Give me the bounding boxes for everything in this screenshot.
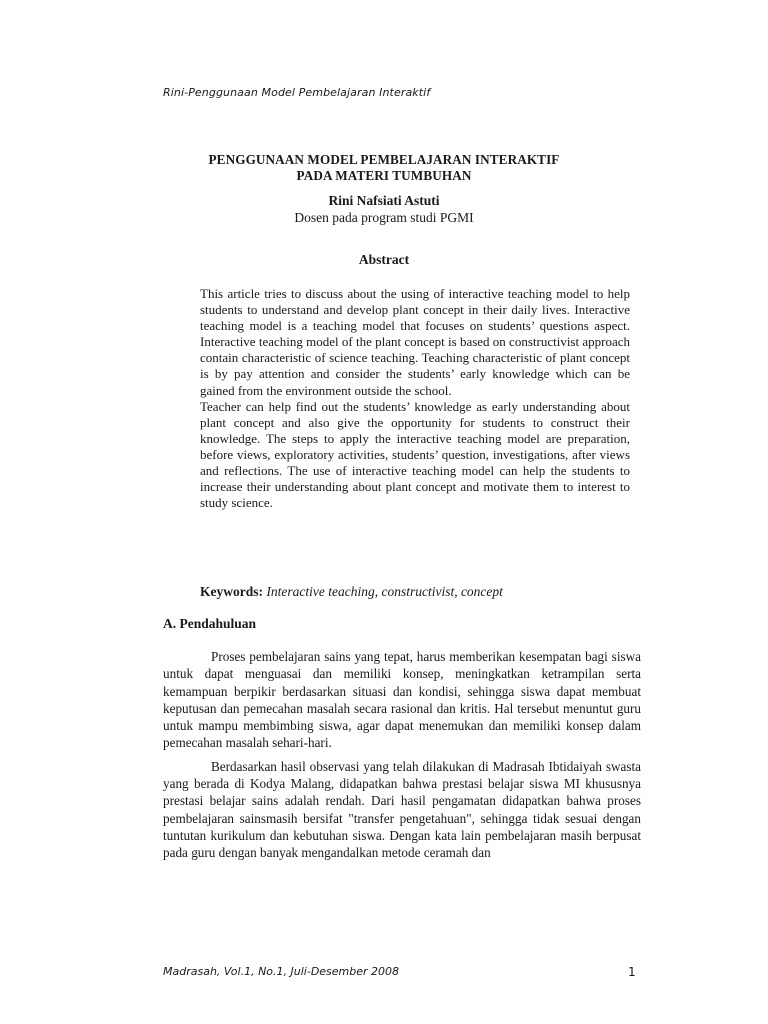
- keywords-text: Interactive teaching, constructivist, concept: [266, 584, 503, 599]
- section-heading: A. Pendahuluan: [163, 616, 257, 631]
- page-number: 1: [628, 965, 636, 979]
- author-name: Rini Nafsiati Astuti: [328, 193, 440, 208]
- keywords-label: Keywords:: [200, 584, 263, 599]
- abstract-heading: Abstract: [358, 252, 410, 267]
- body-paragraph: Proses pembelajaran sains yang tepat, harus memberikan kesempatan bagi siswa untuk dapat menguasai dan memiliki konsep, meningkatkan ketrampilan serta kemampuan berpikir berdasarkan situasi dan kondisi, sehingga siswa dapat membuat keputusan dan pemecahan masalah secara rasional dan kritis. Hal tersebut menuntut guru untuk mampu membimbing siswa, agar dapat menemukan dan memiliki konsep dalam pemecahan masalah sehari-hari.: [163, 649, 641, 751]
- body-paragraph: Berdasarkan hasil observasi yang telah dilakukan di Madrasah Ibtidaiyah swasta yang berada di Kodya Malang, didapatkan bahwa prestasi belajar siswa MI khususnya prestasi belajar sains adalah rendah. Dari hasil pengamatan didapatkan bahwa proses pembelajaran sainsmasih bersifat "transfer pengetahuan", sehingga tidak sesuai dengan tuntutan kurikulum dan kebutuhan siswa. Dengan kata lain pembelajaran masih berpusat pada guru dengan banyak mengandalkan metode ceramah dan: [163, 758, 641, 861]
- author-affiliation: Dosen pada program studi PGMI: [294, 210, 474, 225]
- running-header: Rini-Penggunaan Model Pembelajaran Interaktif: [163, 86, 431, 99]
- paper-title-line-1: PENGGUNAAN MODEL PEMBELAJARAN INTERAKTIF: [208, 152, 560, 167]
- abstract-body: [200, 286, 630, 511]
- paper-title-line-2: PADA MATERI TUMBUHAN: [296, 168, 472, 183]
- title-block: [0, 152, 768, 227]
- footer-journal: Madrasah, Vol.1, No.1, Juli-Desember 2008: [163, 965, 400, 978]
- abstract-paragraph: This article tries to discuss about the using of interactive teaching model to help students to understand and develop plant concept in their daily lives. Interactive teaching model is a teaching model that focuses on students’ questions aspect. Interactive teaching model of the plant concept is based on constructivist approach contain characteristic of science teaching. Teaching characteristic of plant concept is by pay attention and consider the students’ early knowledge which can be gained from the environment outside the school.: [200, 286, 630, 398]
- abstract-paragraph: Teacher can help find out the students’ knowledge as early understanding about plant concept and also give the opportunity for students to construct their knowledge. The steps to apply the interactive teaching model are preparation, before views, exploratory activities, students’ question, investigations, after views and reflections. The use of interactive teaching model can help the students to increase their understanding about plant concept and motivate them to interest to study science.: [200, 398, 630, 511]
- keywords: [200, 584, 503, 600]
- section-body: [163, 648, 641, 868]
